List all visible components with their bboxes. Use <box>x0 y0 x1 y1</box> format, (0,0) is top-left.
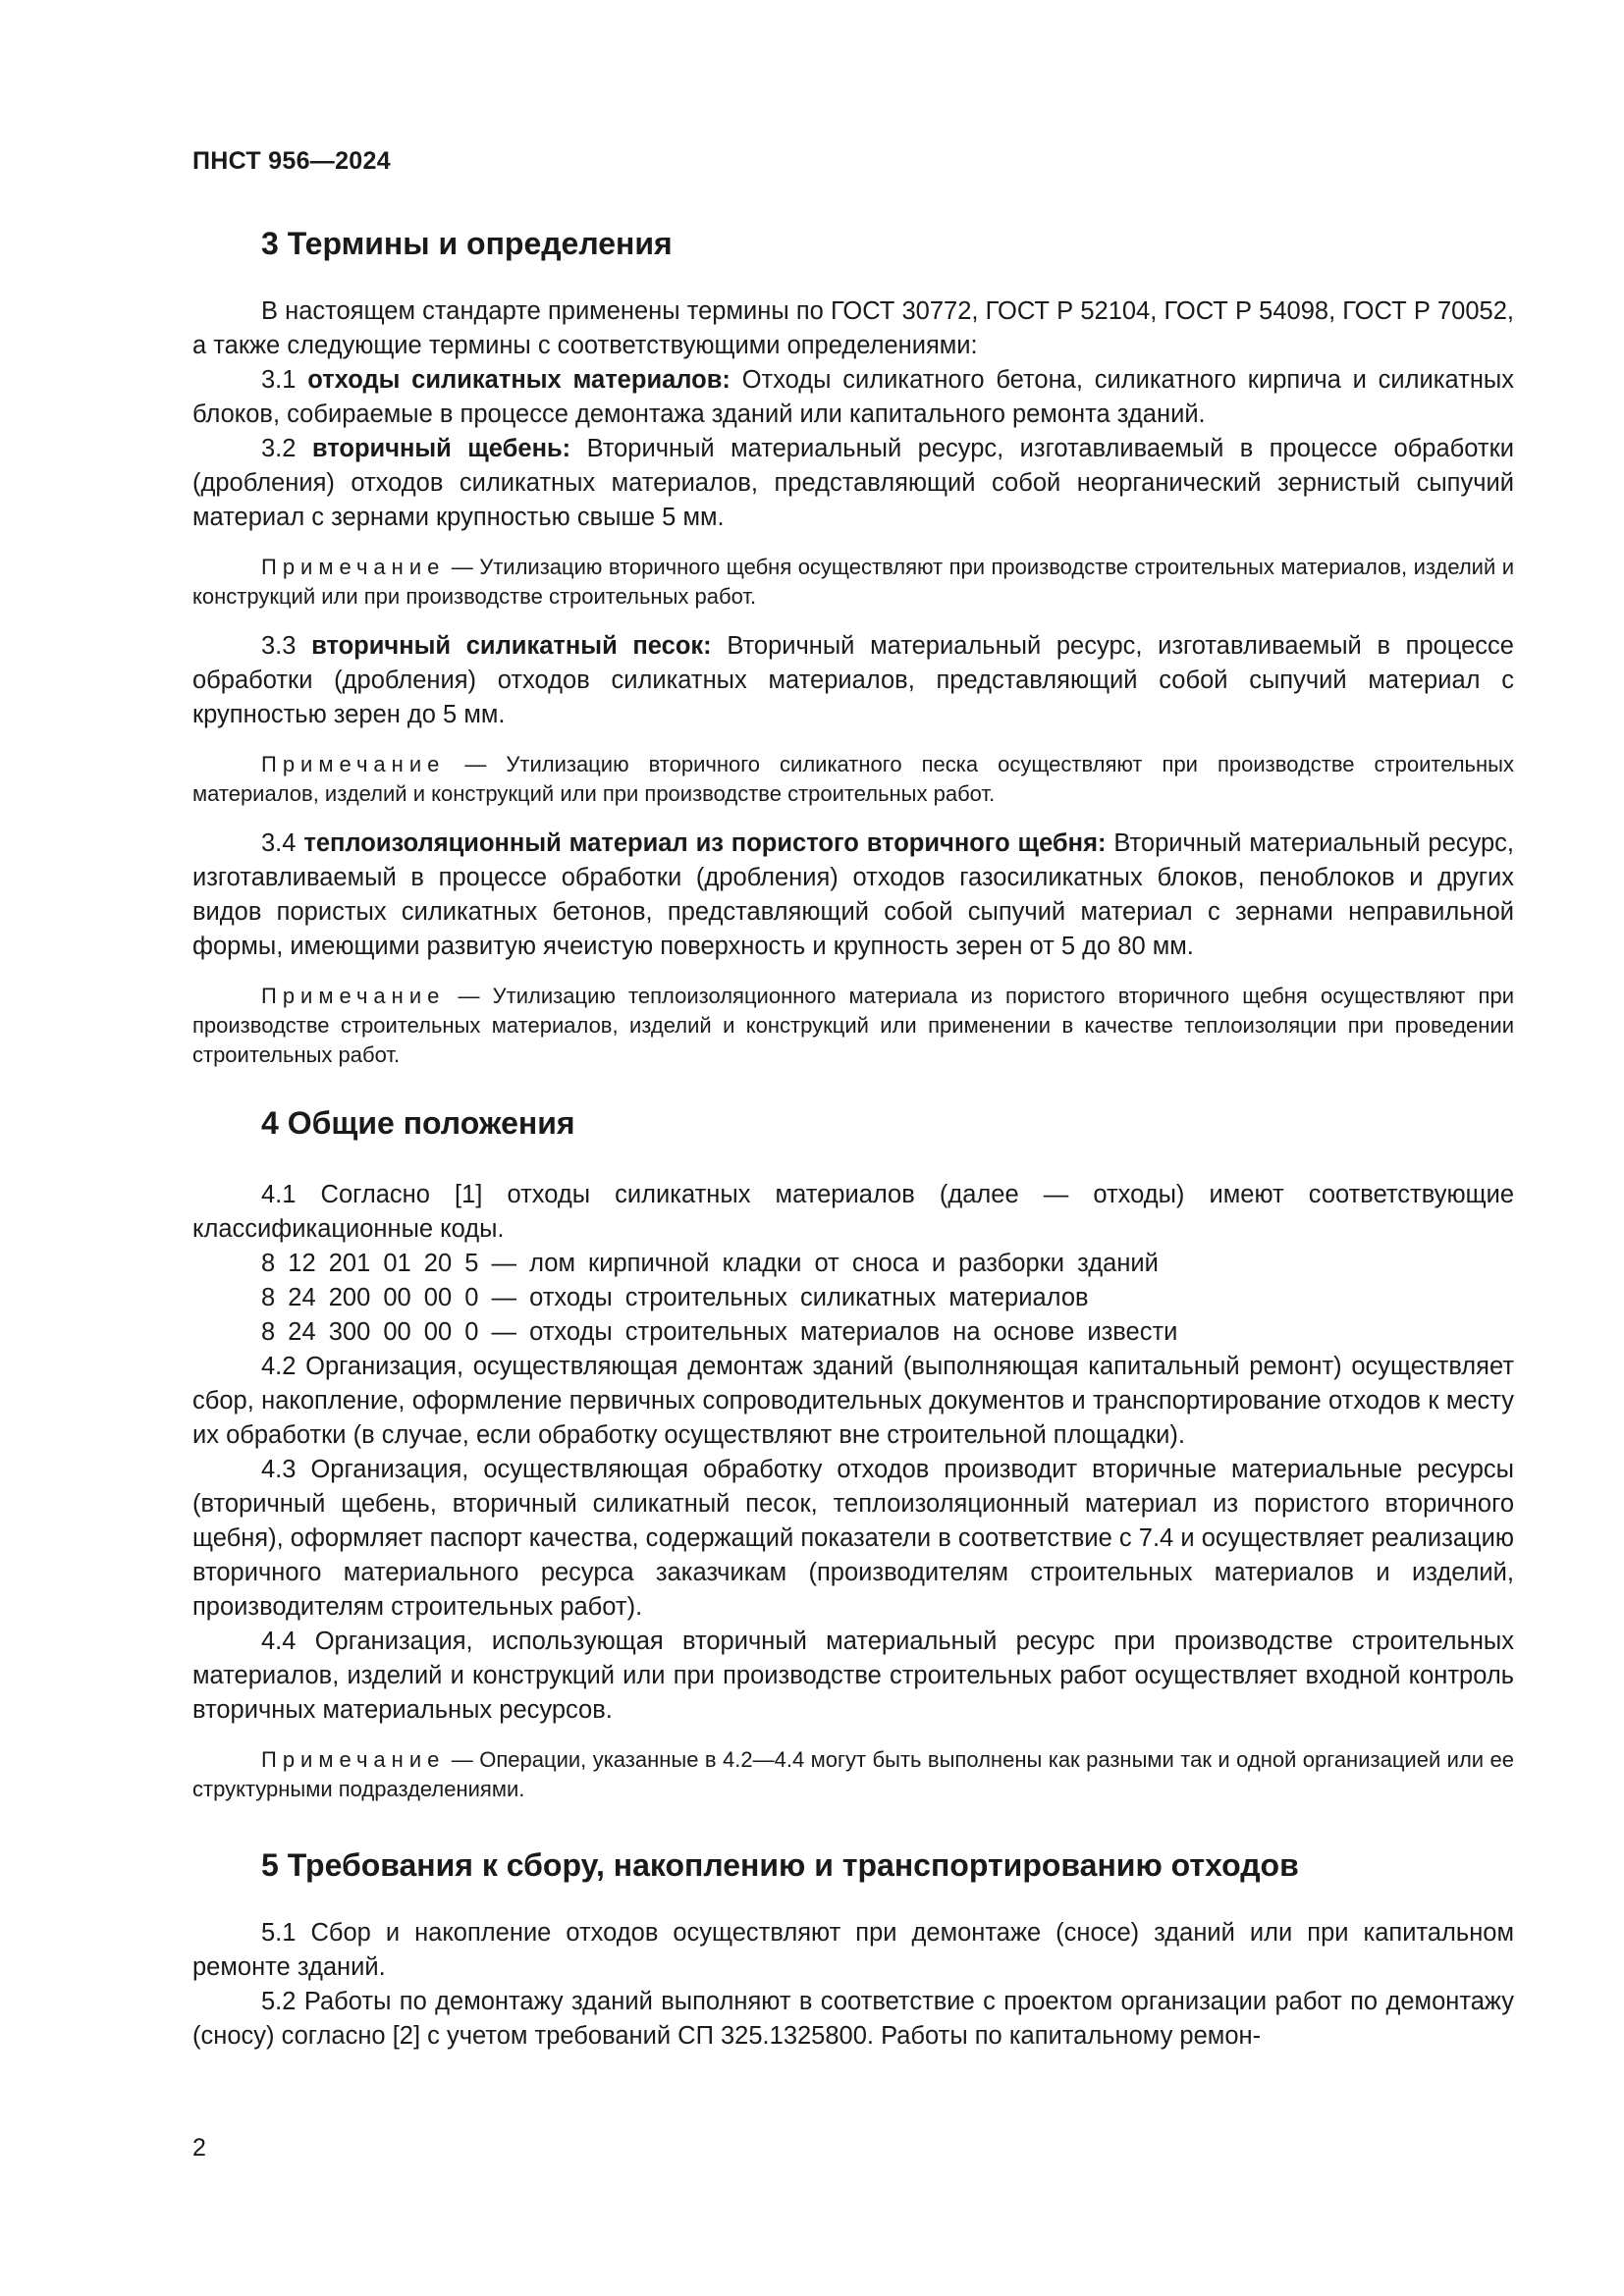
document-header: ПНСТ 956—2024 <box>192 147 391 175</box>
term-name: вторичный силикатный песок: <box>311 632 712 660</box>
term-definition: Вторичный материальный ресурс, изготавливаемый в процессе обработки (дробления) отходов газосиликатных блоков, пеноблоков и других видов пористых силикатных бетонов, представляющий собой сыпучий материал с зернами неправильной формы, имеющими развитую ячеистую поверхность и крупность зерен от 5 до 80 мм. <box>192 829 1514 960</box>
note-3-4 <box>192 982 1514 1070</box>
term-3-1 <box>192 363 1514 432</box>
term-definition: Вторичный материальный ресурс, изготавливаемый в процессе обработки (дробления) отходов силикатных материалов, представляющий собой сыпучий материал с крупностью зерен до 5 мм. <box>192 632 1514 728</box>
note-4-4 <box>192 1745 1514 1804</box>
section-4-title: 4 Общие положения <box>261 1105 575 1141</box>
page-number: 2 <box>192 2134 206 2162</box>
waste-code-3: 8 24 300 00 00 0 — отходы строительных материалов на основе извести <box>261 1318 1178 1346</box>
term-number: 3.4 <box>261 829 297 857</box>
term-number: 3.3 <box>261 632 297 660</box>
term-name: вторичный щебень: <box>311 435 571 462</box>
section-5-title: 5 Требования к сбору, накоплению и транспортированию отходов <box>261 1847 1299 1883</box>
paragraph-4-3: 4.3 Организация, осуществляющая обработку отходов производит вторичные материальные ресурсы (вторичный щебень, вторичный силикатный песок, теплоизоляционный материал из пористого вторичного щебня), оформляет паспорт качества, содержащий показатели в соответствие с 7.4 и осуществляет реализацию вторичного материального ресурса заказчикам (производителям строительных материалов и изделий, производителям строительных работ). <box>192 1456 1514 1621</box>
document-body <box>192 224 1514 2054</box>
term-3-2 <box>192 432 1514 535</box>
term-name: теплоизоляционный материал из пористого вторичного щебня: <box>303 829 1107 857</box>
term-definition: Отходы силикатного бетона, силикатного кирпича и силикатных блоков, собираемые в процессе демонтажа зданий или капитального ремонта зданий. <box>192 366 1514 428</box>
note-label: Примечание <box>261 752 446 776</box>
paragraph-4-2: 4.2 Организация, осуществляющая демонтаж зданий (выполняющая капитальный ремонт) осуществляет сбор, накопление, оформление первичных сопроводительных документов и транспортирование отходов к месту их обработки (в случае, если обработку осуществляют вне строительной площадки). <box>192 1353 1514 1449</box>
note-text: — Утилизацию вторичного щебня осуществляют при производстве строительных материалов, изделий и конструкций или при производстве строительных работ. <box>192 555 1514 609</box>
note-3-3 <box>192 750 1514 809</box>
waste-code-2: 8 24 200 00 00 0 — отходы строительных силикатных материалов <box>261 1284 1089 1311</box>
section-3-title: 3 Термины и определения <box>261 226 673 261</box>
note-text: — Операции, указанные в 4.2—4.4 могут быть выполнены как разными так и одной организацией или ее структурными подразделениями. <box>192 1747 1514 1801</box>
note-label: Примечание <box>261 1747 446 1772</box>
note-label: Примечание <box>261 984 446 1008</box>
note-text: — Утилизацию вторичного силикатного песка осуществляют при производстве строительных материалов, изделий и конструкций или при производстве строительных работ. <box>192 752 1514 806</box>
paragraph-5-2: 5.2 Работы по демонтажу зданий выполняют в соответствие с проектом организации работ по демонтажу (сносу) согласно [2] с учетом требований СП 325.1325800. Работы по капитальному ремон- <box>192 1988 1514 2050</box>
note-text: — Утилизацию теплоизоляционного материала из пористого вторичного щебня осуществляют при производстве строительных материалов, изделий и конструкций или применении в качестве теплоизоляции при проведении строительных работ. <box>192 984 1514 1067</box>
waste-code-1: 8 12 201 01 20 5 — лом кирпичной кладки от сноса и разборки зданий <box>261 1250 1159 1277</box>
paragraph-5-1: 5.1 Сбор и накопление отходов осуществляют при демонтаже (сносе) зданий или при капитальном ремонте зданий. <box>192 1919 1514 1981</box>
term-3-3 <box>192 629 1514 732</box>
paragraph-4-1: 4.1 Согласно [1] отходы силикатных материалов (далее — отходы) имеют соответствующие классификационные коды. <box>192 1181 1514 1243</box>
term-name: отходы силикатных материалов: <box>307 366 731 394</box>
term-number: 3.2 <box>261 435 297 462</box>
term-definition: Вторичный материальный ресурс, изготавливаемый в процессе обработки (дробления) отходов силикатных материалов, представляющий собой неорганический зернистый сыпучий материал с зернами крупностью свыше 5 мм. <box>192 435 1514 531</box>
note-3-2 <box>192 553 1514 612</box>
paragraph-4-4: 4.4 Организация, использующая вторичный материальный ресурс при производстве строительных материалов, изделий и конструкций или при производстве строительных работ осуществляет входной контроль вторичных материальных ресурсов. <box>192 1628 1514 1724</box>
section-3-intro: В настоящем стандарте применены термины по ГОСТ 30772, ГОСТ Р 52104, ГОСТ Р 54098, ГОСТ Р 70052, а также следующие термины с соответствующими определениями: <box>192 297 1514 359</box>
term-number: 3.1 <box>261 366 297 394</box>
note-label: Примечание <box>261 555 446 579</box>
term-3-4 <box>192 827 1514 964</box>
